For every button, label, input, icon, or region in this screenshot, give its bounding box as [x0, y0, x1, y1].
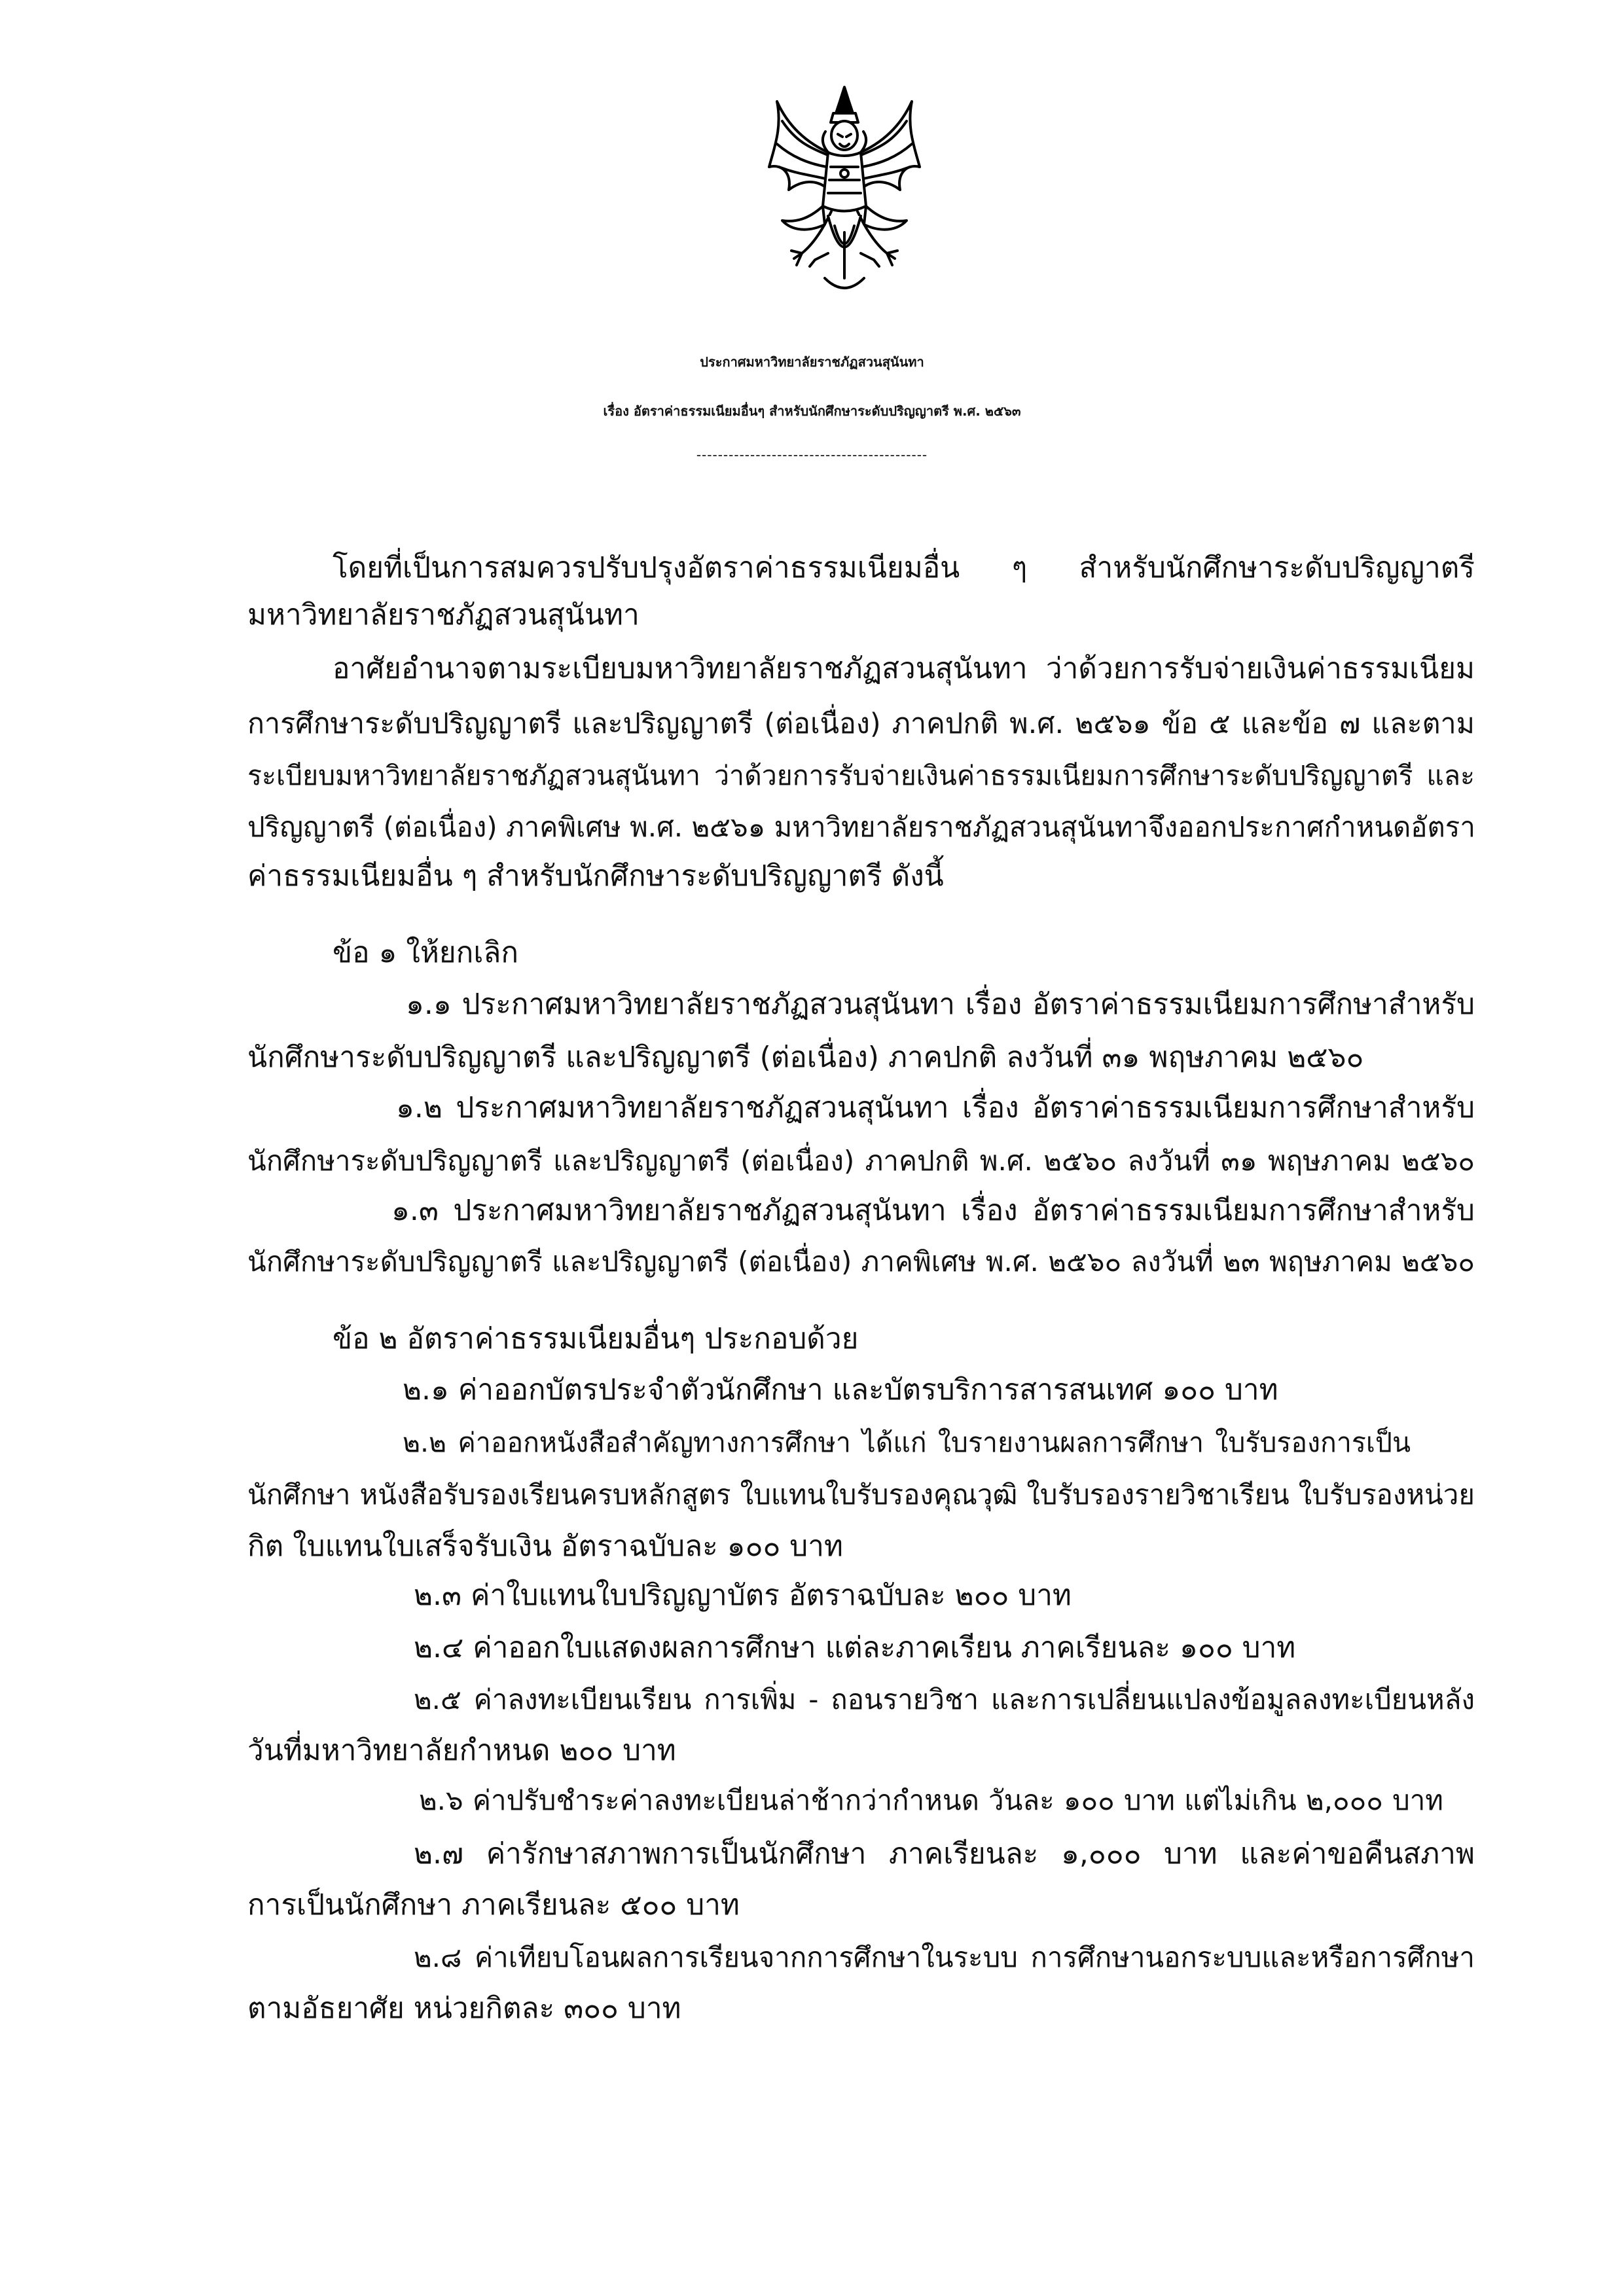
clause-2-item-2: ๒.๒ ค่าออกหนังสือสำคัญทางการศึกษา ได้แก่ ใบรายงานผลการศึกษา ใบรับรองการเป็น: [403, 1427, 1411, 1458]
clause-2-item-7: ๒.๗ ค่ารักษาสภาพการเป็นนักศึกษา ภาคเรียนละ ๑,๐๐๐ บาท และค่าขอคืนสภาพ: [414, 1837, 1475, 1871]
clause-2-item-8: ๒.๘ ค่าเทียบโอนผลการเรียนจากการศึกษาในระบบ การศึกษานอกระบบและหรือการศึกษา: [414, 1941, 1475, 1973]
announcement-title: ประกาศมหาวิทยาลัยราชภัฏสวนสุนันทา: [700, 354, 924, 370]
clause-2-item-1: ๒.๑ ค่าออกบัตรประจำตัวนักศึกษา และบัตรบริการสารสนเทศ ๑๐๐ บาท: [403, 1373, 1278, 1407]
clause-2-item-7-cont: การเป็นนักศึกษา ภาคเรียนละ ๕๐๐ บาท: [247, 1888, 740, 1922]
clause-2-item-4: ๒.๔ ค่าออกใบแสดงผลการศึกษา แต่ละภาคเรียน ภาคเรียนละ ๑๐๐ บาท: [414, 1631, 1296, 1664]
clause-2-item-5-cont: วันที่มหาวิทยาลัยกำหนด ๒๐๐ บาท: [247, 1734, 676, 1767]
preamble-line: โดยที่เป็นการสมควรปรับปรุงอัตราค่าธรรมเนียมอื่น ๆ สำหรับนักศึกษาระดับปริญญาตรี: [333, 551, 1475, 584]
clause-1-item-3-cont: นักศึกษาระดับปริญญาตรี และปริญญาตรี (ต่อเนื่อง) ภาคพิเศษ พ.ศ. ๒๕๖๐ ลงวันที่ ๒๓ พฤษภาคม ๒๕๖๐: [247, 1246, 1475, 1278]
preamble-line: การศึกษาระดับปริญญาตรี และปริญญาตรี (ต่อเนื่อง) ภาคปกติ พ.ศ. ๒๕๖๑ ข้อ ๕ และข้อ ๗ และตาม: [247, 708, 1475, 740]
clause-1-item-3: ๑.๓ ประกาศมหาวิทยาลัยราชภัฏสวนสุนันทา เรื่อง อัตราค่าธรรมเนียมการศึกษาสำหรับ: [391, 1194, 1475, 1227]
preamble-line: ค่าธรรมเนียมอื่น ๆ สำหรับนักศึกษาระดับปริญญาตรี ดังนี้: [247, 859, 944, 893]
garuda-emblem-icon: [763, 82, 926, 304]
clause-1-item-2: ๑.๒ ประกาศมหาวิทยาลัยราชภัฏสวนสุนันทา เรื่อง อัตราค่าธรรมเนียมการศึกษาสำหรับ: [396, 1091, 1475, 1124]
preamble-line: มหาวิทยาลัยราชภัฏสวนสุนันทา: [247, 598, 640, 632]
preamble-line: ระเบียบมหาวิทยาลัยราชภัฏสวนสุนันทา ว่าด้วยการรับจ่ายเงินค่าธรรมเนียมการศึกษาระดับปริญญาตรี และ: [247, 760, 1475, 791]
clause-2-heading: ข้อ ๒ อัตราค่าธรรมเนียมอื่นๆ ประกอบด้วย: [333, 1322, 859, 1355]
clause-2-item-8-cont: ตามอัธยาศัย หน่วยกิตละ ๓๐๐ บาท: [247, 1992, 681, 2025]
clause-2-item-2-cont: กิต ใบแทนใบเสร็จรับเงิน อัตราฉบับละ ๑๐๐ บาท: [247, 1530, 843, 1563]
clause-1-item-1: ๑.๑ ประกาศมหาวิทยาลัยราชภัฏสวนสุนันทา เรื่อง อัตราค่าธรรมเนียมการศึกษาสำหรับ: [406, 988, 1475, 1021]
clause-2-item-5: ๒.๕ ค่าลงทะเบียนเรียน การเพิ่ม - ถอนรายวิชา และการเปลี่ยนแปลงข้อมูลลงทะเบียนหลัง: [414, 1683, 1475, 1715]
clause-2-item-3: ๒.๓ ค่าใบแทนใบปริญญาบัตร อัตราฉบับละ ๒๐๐ บาท: [414, 1579, 1072, 1612]
announcement-subject: เรื่อง อัตราค่าธรรมเนียมอื่นๆ สำหรับนักศึกษาระดับปริญญาตรี พ.ศ. ๒๕๖๓: [603, 403, 1021, 419]
clause-1-heading: ข้อ ๑ ให้ยกเลิก: [333, 936, 518, 969]
clause-1-item-1-cont: นักศึกษาระดับปริญญาตรี และปริญญาตรี (ต่อเนื่อง) ภาคปกติ ลงวันที่ ๓๑ พฤษภาคม ๒๕๖๐: [247, 1041, 1364, 1074]
preamble-line: อาศัยอำนาจตามระเบียบมหาวิทยาลัยราชภัฏสวนสุนันทา ว่าด้วยการรับจ่ายเงินค่าธรรมเนียม: [333, 652, 1475, 685]
preamble-line: ปริญญาตรี (ต่อเนื่อง) ภาคพิเศษ พ.ศ. ๒๕๖๑ มหาวิทยาลัยราชภัฏสวนสุนันทาจึงออกประกาศกำหนดอัตรา: [247, 811, 1475, 843]
clause-2-item-6: ๒.๖ ค่าปรับชำระค่าลงทะเบียนล่าช้ากว่ากำหนด วันละ ๑๐๐ บาท แต่ไม่เกิน ๒,๐๐๐ บาท: [419, 1784, 1443, 1816]
title-separator: -------------------------------------------: [696, 447, 928, 463]
clause-1-item-2-cont: นักศึกษาระดับปริญญาตรี และปริญญาตรี (ต่อเนื่อง) ภาคปกติ พ.ศ. ๒๕๖๐ ลงวันที่ ๓๑ พฤษภาคม ๒๕๖๐: [247, 1145, 1475, 1177]
clause-2-item-2-cont: นักศึกษา หนังสือรับรองเรียนครบหลักสูตร ใบแทนใบรับรองคุณวุฒิ ใบรับรองรายวิชาเรียน ใบรับรองหน่วย: [247, 1479, 1475, 1511]
